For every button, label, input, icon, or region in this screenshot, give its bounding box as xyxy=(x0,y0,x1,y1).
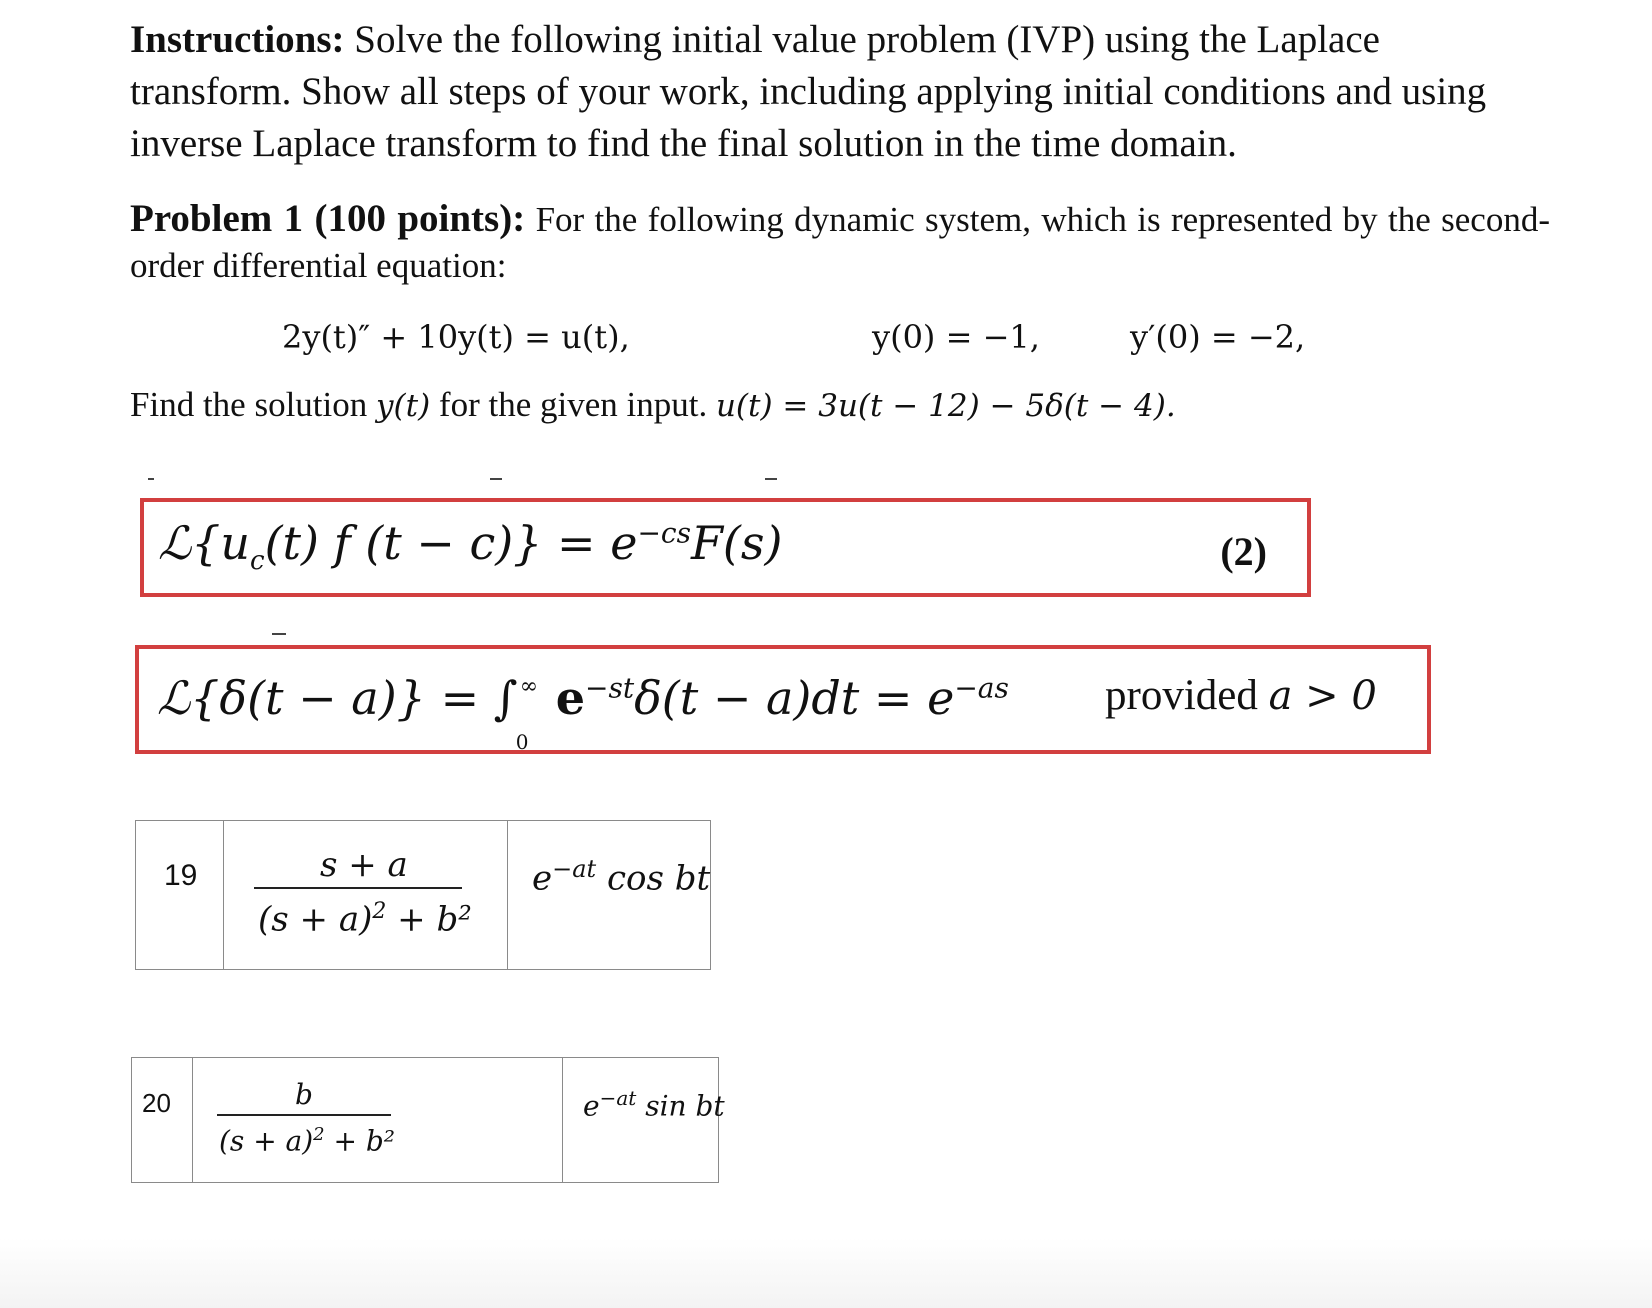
table-row xyxy=(131,1057,725,1183)
find-variable: y(t) xyxy=(376,388,431,424)
bottom-shadow xyxy=(0,1238,1652,1308)
fraction-bar xyxy=(217,1114,391,1116)
time-function: $e^{-at}$ sin bt xyxy=(583,1086,725,1123)
problem-text: For the following dynamic system, which is represented by the second-order differential equation: xyxy=(130,200,1550,285)
stray-mark xyxy=(765,478,777,480)
find-prefix: Find the solution xyxy=(130,385,376,424)
numerator: b xyxy=(295,1078,313,1111)
transform-cell xyxy=(224,821,508,969)
delta-condition: provided a > 0 xyxy=(1105,672,1377,719)
row-number: 19 xyxy=(164,859,198,892)
denominator: $(s + a)^2 + b^2$ xyxy=(219,1124,396,1158)
row-number: 20 xyxy=(142,1088,171,1118)
stray-mark xyxy=(272,633,286,635)
differential-equation: 2y(t)″ + 10y(t) = u(t), xyxy=(282,318,630,356)
function-cell xyxy=(563,1058,725,1182)
problem-label: Problem 1 (100 points): xyxy=(130,197,526,240)
initial-condition-y0: y(0) = −1, xyxy=(872,318,1040,356)
table-row xyxy=(135,820,711,970)
shift-theorem-formula: $ℒ\{u_c(t)$ f $(t - c)\} = e^{-cs}F(s)$ xyxy=(158,516,783,577)
stray-mark xyxy=(490,478,502,480)
stray-mark xyxy=(148,478,154,480)
problem-paragraph xyxy=(130,196,1550,289)
delta-transform-formula: ℒ{δ(t − a)} = ∫ ∞ 0 $e^{-st}\delta(t - a)dt = e^{-as}$ xyxy=(157,671,1009,754)
equation-number: (2) xyxy=(1220,529,1267,574)
instructions-text: Solve the following initial value problem (IVP) using the Laplace transform. Show all steps of your work, including applying initial conditions and using inverse Laplace transform to find the final solution in the time domain. xyxy=(130,18,1487,165)
function-cell xyxy=(508,821,712,969)
numerator: s + a xyxy=(320,845,408,885)
find-mid: for the given input. xyxy=(430,385,716,424)
instructions-paragraph xyxy=(130,14,1530,170)
shift-theorem-box xyxy=(140,498,1311,597)
find-statement xyxy=(130,385,1176,425)
instructions-label: Instructions: xyxy=(130,18,345,61)
initial-condition-dy0: y′(0) = −2, xyxy=(1130,318,1306,356)
denominator: $(s + a)^2 + b^2$ xyxy=(258,899,472,940)
fraction-bar xyxy=(254,887,462,889)
input-function: u(t) = 3u(t − 12) − 5δ(t − 4). xyxy=(715,388,1176,424)
delta-transform-box xyxy=(135,645,1431,754)
transform-cell xyxy=(193,1058,563,1182)
time-function: $e^{-at}$ cos bt xyxy=(532,855,711,899)
